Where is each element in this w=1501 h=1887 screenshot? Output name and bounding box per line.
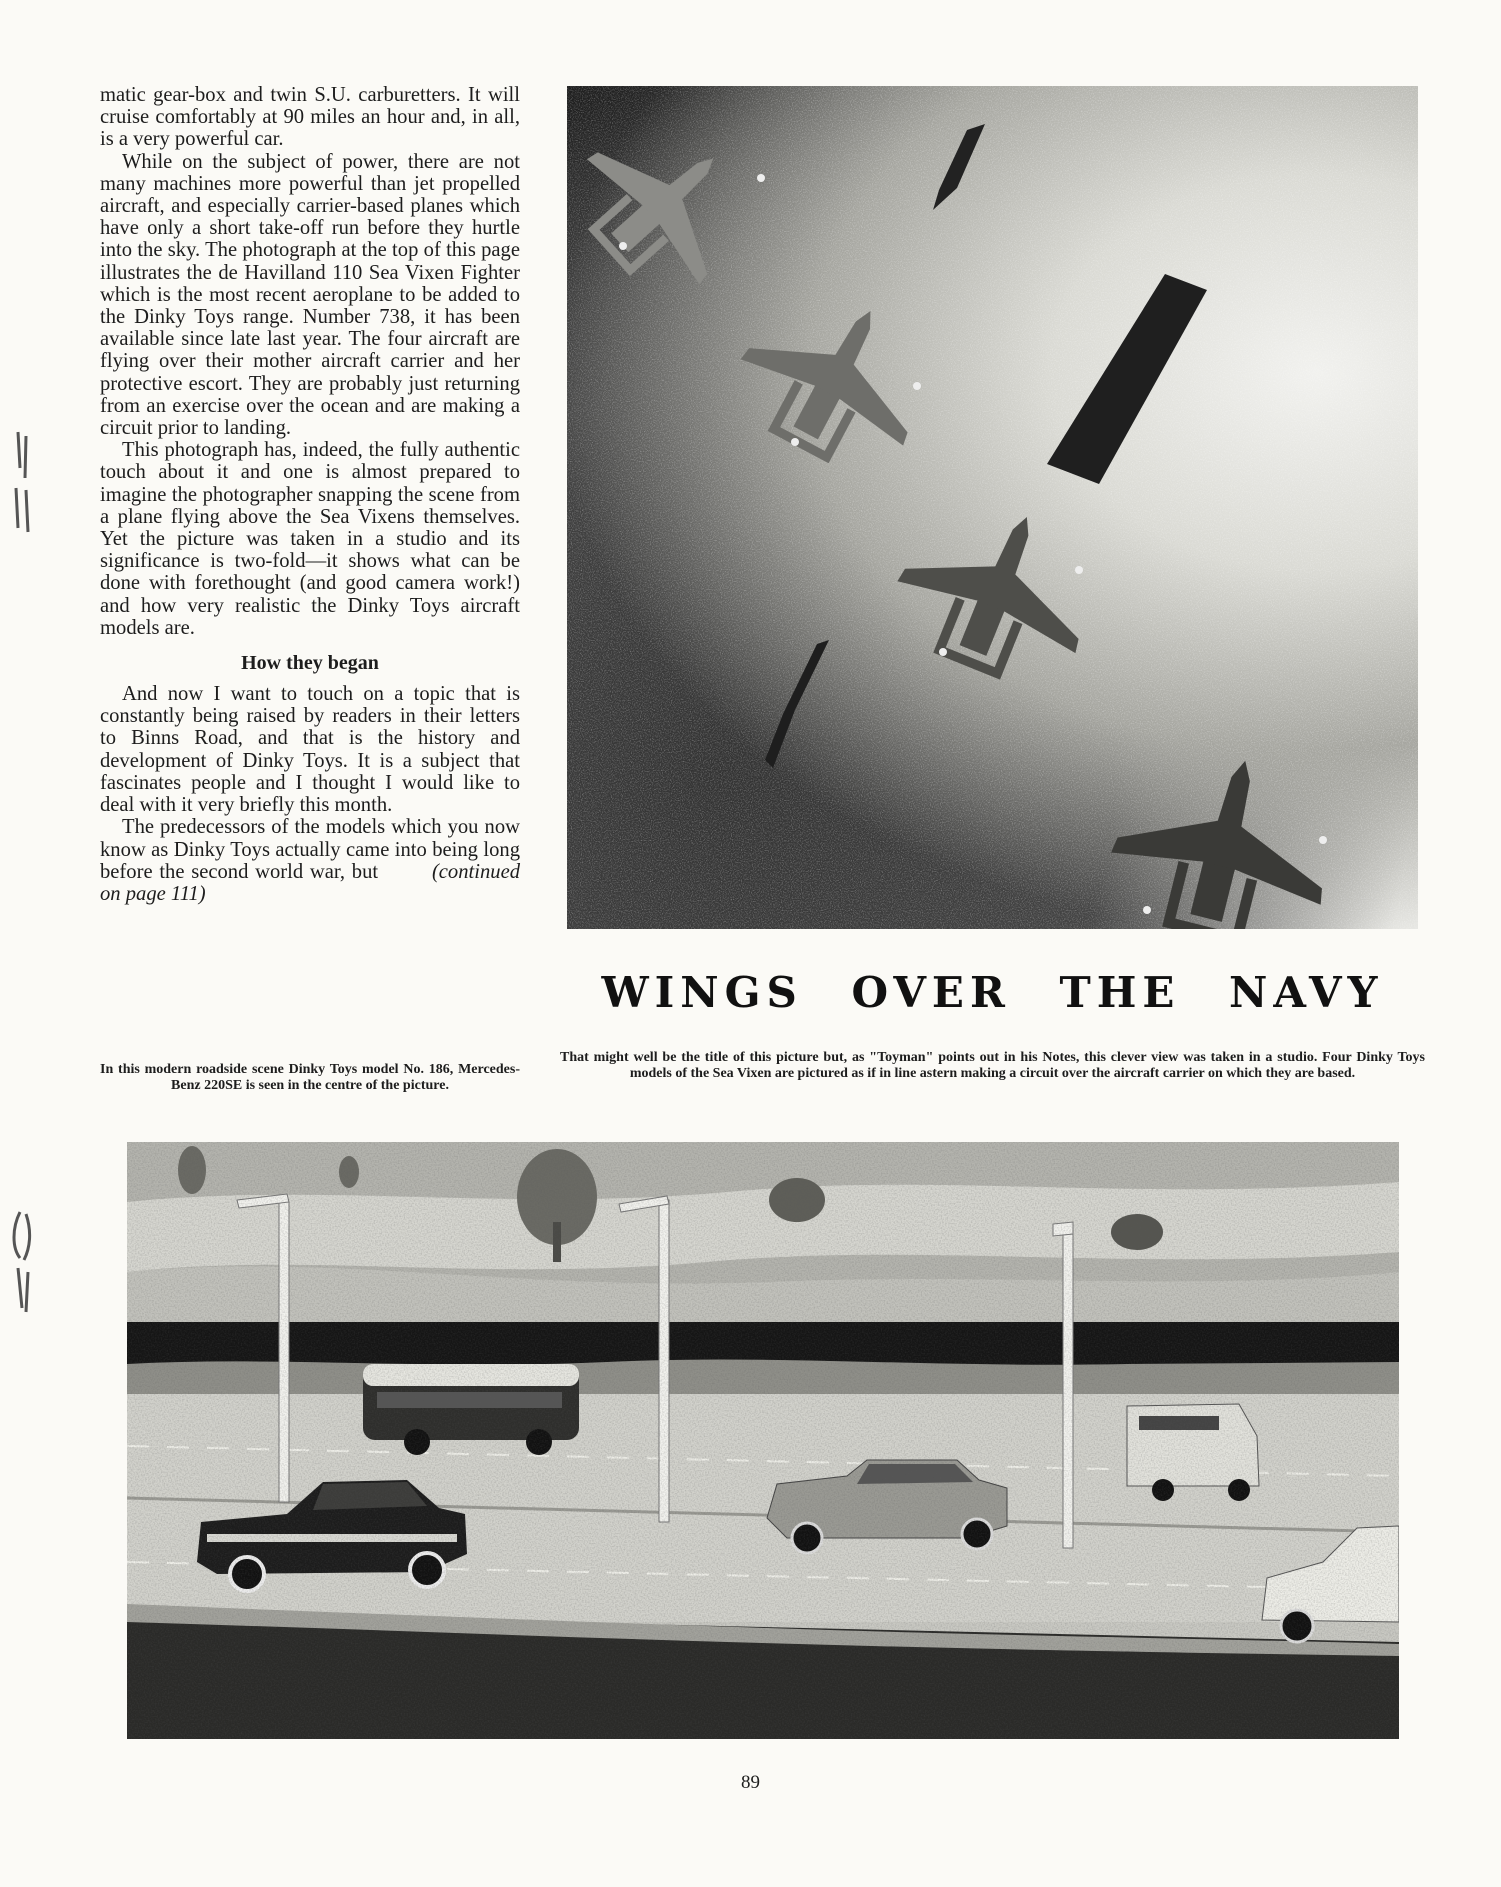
article-paragraph-4: And now I want to touch on a topic that is constantly being raised by readers in their letters to Binns Road, and that is the history and development of Dinky Toys. It is a subject that fascinates people and I thought I would like to deal with it very briefly this month.: [100, 683, 520, 817]
article-paragraph-3: This photograph has, indeed, the fully authentic touch about it and one is almost prepared to imagine the photographer snapping the scene from a plane flying above the Sea Vixens themselves. Yet the picture was taken in a studio and its significance is two-fold—it shows what can be done with forethought (and good camera work!) and how very realistic the Dinky Toys aircraft models are.: [100, 439, 520, 639]
continuation-note: (continued on page 111): [100, 860, 521, 905]
roadside-caption: In this modern roadside scene Dinky Toys model No. 186, Mercedes-Benz 220SE is seen in the centre of the picture.: [100, 1062, 520, 1093]
subheading: How they began: [241, 652, 379, 675]
article-column: [100, 84, 520, 905]
roadside-scene-photo: [127, 1142, 1399, 1739]
article-paragraph-1: matic gear-box and twin S.U. carburetters. It will cruise comfortably at 90 miles an hour and, in all, is a very powerful car.: [100, 84, 520, 151]
article-paragraph-2: While on the subject of power, there are not many machines more powerful than jet propelled aircraft, and especially carrier-based planes which have only a short take-off run before they hurtle into the sky. The photograph at the top of this page illustrates the de Havilland 110 Sea Vixen Fighter which is the most recent aeroplane to be added to the Dinky Toys range. Number 738, it has been available since late last year. The four aircraft are flying over their mother aircraft carrier and her protective escort. They are probably just returning from an exercise over the ocean and are making a circuit prior to landing.: [100, 150, 520, 440]
roadside-scene-drawing: [127, 1142, 1399, 1739]
sea-spray-texture: [567, 86, 1418, 929]
sea-vixen-caption: That might well be the title of this picture but, as "Toyman" points out in his Notes, this clever view was taken in a studio. Four Dinky Toys models of the Sea Vixen are pictured as if in line astern making a circuit over the aircraft carrier on which they are based.: [560, 1050, 1425, 1081]
binding-mark-icon: [8, 1208, 38, 1318]
sea-vixen-photo-drawing: [567, 86, 1418, 929]
binding-mark-icon: [8, 428, 38, 538]
last-paragraph-text: The predecessors of the models which you now know as Dinky Toys actually came into being long before the second world war, but: [100, 816, 520, 883]
headline: WINGS OVER THE NAVY: [601, 968, 1384, 1017]
article-paragraph-5: [100, 816, 520, 905]
sea-vixen-photo: [567, 86, 1418, 929]
page-number: 89: [741, 1772, 760, 1793]
